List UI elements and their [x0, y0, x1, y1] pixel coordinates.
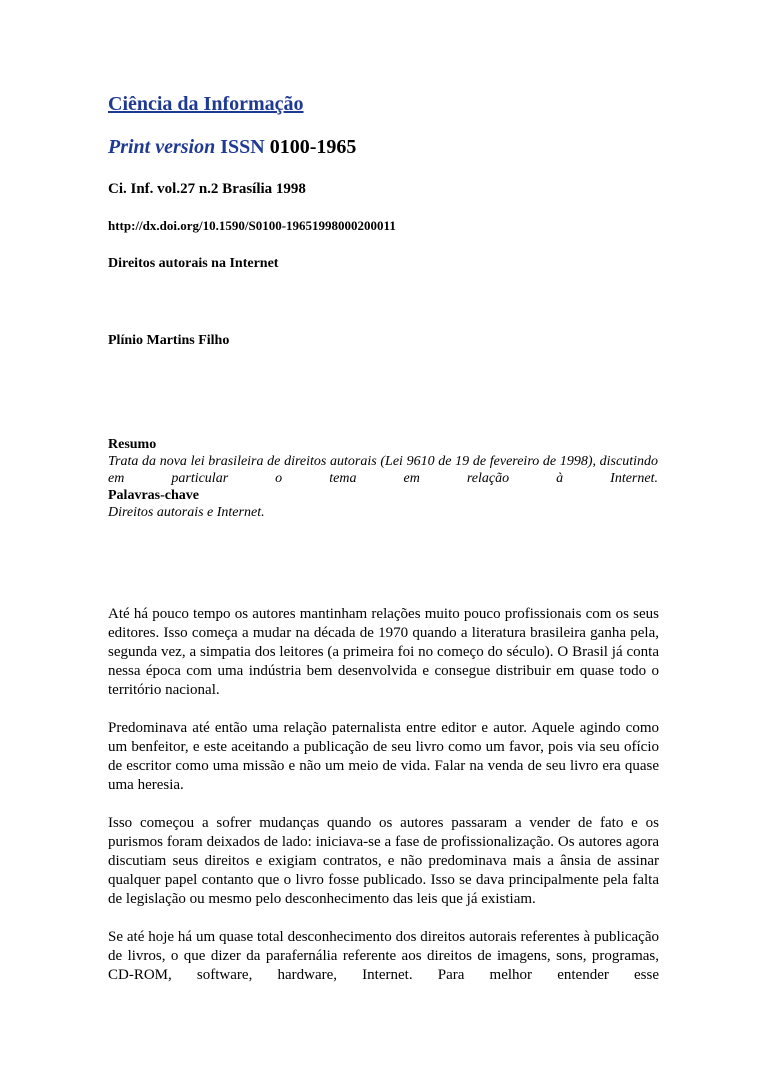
abstract-section	[108, 436, 658, 521]
print-version-line	[108, 136, 356, 159]
keywords-text: Direitos autorais e Internet.	[108, 505, 265, 520]
keywords-heading: Palavras-chave	[108, 488, 199, 503]
article-body	[108, 605, 659, 1004]
print-version-label: Print version	[108, 136, 216, 158]
body-paragraph: Se até hoje há um quase total desconhecimento dos direitos autorais referentes à publicação de livros, o que dizer da parafernália referente aos direitos de imagens, sons, programas, CD-ROM, software, hardware, Internet. Para melhor entender esse	[108, 929, 659, 983]
journal-title-link[interactable]: Ciência da Informação	[108, 93, 304, 115]
issn-label: ISSN	[220, 136, 265, 158]
issn-value: 0100-1965	[269, 136, 357, 158]
body-paragraph: Isso começou a sofrer mudanças quando os autores passaram a vender de fato e os purismos foram deixados de lado: iniciava-se a fase de profissionalização. Os autores agora discutiam seus direitos e exigiam contratos, e não predominava mais a ânsia de assinar qualquer papel contanto que o livro fosse publicado. Isso se dava principalmente pela falta de legislação ou mesmo pelo desconhecimento das leis que já existiam.	[108, 815, 659, 907]
body-paragraph: Até há pouco tempo os autores mantinham relações muito pouco profissionais com os seus editores. Isso começa a mudar na década de 1970 quando a literatura brasileira ganha pela, segunda vez, a simpatia dos leitores (a primeira foi no começo do século). O Brasil já conta nessa época com uma indústria bem desenvolvida e consegue distribuir em quase todo o território nacional.	[108, 606, 659, 698]
abstract-heading: Resumo	[108, 437, 157, 452]
body-paragraph: Predominava até então uma relação paternalista entre editor e autor. Aquele agindo como um benfeitor, e este aceitando a publicação de seu livro como um favor, pois via seu ofício de escritor como uma missão e não um meio de vida. Falar na venda de seu livro era quase uma heresia.	[108, 720, 659, 793]
article-title: Direitos autorais na Internet	[108, 256, 279, 271]
author-name: Plínio Martins Filho	[108, 333, 230, 348]
doi-link[interactable]: http://dx.doi.org/10.1590/S0100-19651998000200011	[108, 218, 396, 233]
abstract-text: Trata da nova lei brasileira de direitos autorais (Lei 9610 de 19 de fevereiro de 1998), discutindo em particular o tema em relação à Internet.	[108, 454, 658, 486]
issue-line: Ci. Inf. vol.27 n.2 Brasília 1998	[108, 181, 306, 197]
